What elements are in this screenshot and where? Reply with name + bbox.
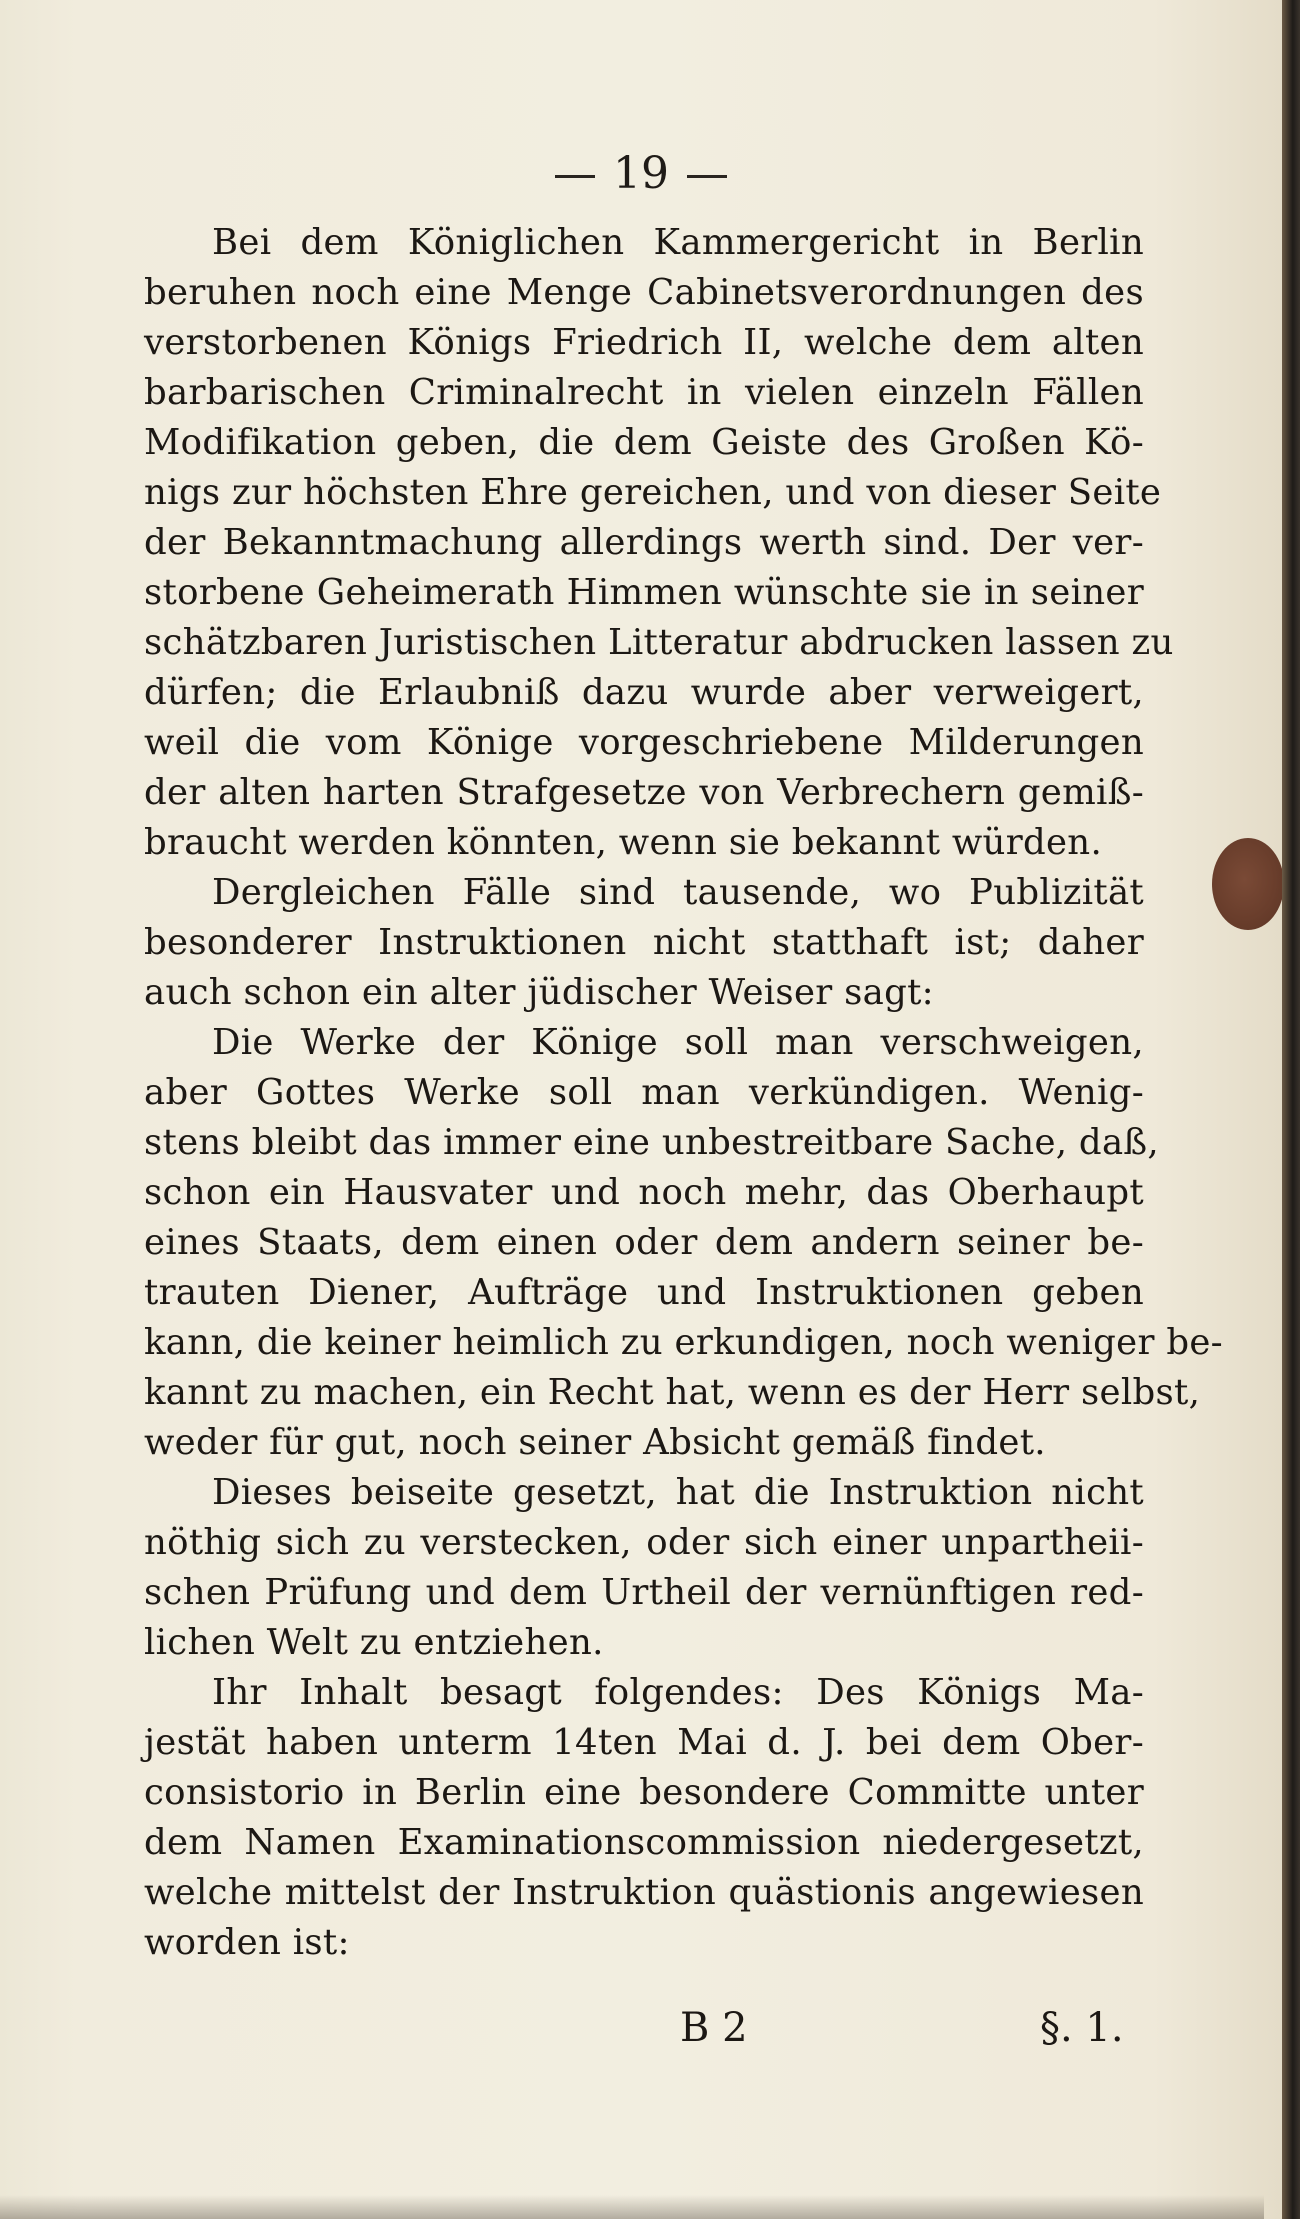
text-line: schen Prüfung und dem Urtheil der vernünftigen red-	[144, 1572, 1144, 1613]
text-line: worden ist:	[144, 1922, 350, 1963]
text-line: Ihr Inhalt besagt folgendes: Des Königs Ma-	[212, 1672, 1144, 1713]
page-footer	[0, 2005, 1282, 2065]
page-number: 19	[613, 148, 669, 199]
text-line: weder für gut, noch seiner Absicht gemäß findet.	[144, 1422, 1046, 1463]
text-line: lichen Welt zu entziehen.	[144, 1622, 604, 1663]
text-line: beruhen noch eine Menge Cabinetsverordnungen des	[144, 272, 1144, 313]
page-header	[0, 148, 1282, 199]
text-line: nöthig sich zu verstecken, oder sich einer unpartheii-	[144, 1522, 1144, 1563]
text-line: eines Staats, dem einen oder dem andern seiner be-	[144, 1222, 1144, 1263]
text-line: der alten harten Strafgesetze von Verbrechern gemiß-	[144, 772, 1144, 813]
text-line: schätzbaren Juristischen Litteratur abdrucken lassen zu	[144, 622, 1174, 663]
text-line: braucht werden könnten, wenn sie bekannt würden.	[144, 822, 1103, 863]
text-line: der Bekanntmachung allerdings werth sind. Der ver-	[144, 522, 1144, 563]
text-line: storbene Geheimerath Himmen wünschte sie in seiner	[144, 572, 1144, 613]
text-line: consistorio in Berlin eine besondere Committe unter	[144, 1772, 1144, 1813]
text-line: weil die vom Könige vorgeschriebene Milderungen	[144, 722, 1144, 763]
text-line: kannt zu machen, ein Recht hat, wenn es der Herr selbst,	[144, 1372, 1201, 1413]
text-line: dürfen; die Erlaubniß dazu wurde aber verweigert,	[144, 672, 1144, 713]
quote-line: Die Werke der Könige soll man verschweigen,	[212, 1022, 1144, 1063]
text-line: nigs zur höchsten Ehre gereichen, und von dieser Seite	[144, 472, 1162, 513]
body-text	[144, 218, 1223, 1968]
text-line: welche mittelst der Instruktion quästionis angewiesen	[144, 1872, 1144, 1913]
text-line: kann, die keiner heimlich zu erkundigen, noch weniger be-	[144, 1322, 1223, 1363]
text-line: verstorbenen Königs Friedrich II, welche dem alten	[144, 322, 1144, 363]
header-rule-left	[555, 175, 595, 178]
text-line: trauten Diener, Aufträge und Instruktionen geben	[144, 1272, 1144, 1313]
signature-mark: B 2	[680, 2005, 748, 2051]
paper-hole	[1212, 838, 1282, 930]
text-line: jestät haben unterm 14ten Mai d. J. bei dem Ober-	[144, 1722, 1144, 1763]
text-line: schon ein Hausvater und noch mehr, das Oberhaupt	[144, 1172, 1144, 1213]
page-shadow	[0, 2195, 1264, 2219]
text-line: auch schon ein alter jüdischer Weiser sagt:	[144, 972, 934, 1013]
text-line: dem Namen Examinationscommission niedergesetzt,	[144, 1822, 1144, 1863]
text-line: aber Gottes Werke soll man verkündigen. Wenig-	[144, 1072, 1144, 1113]
catchword: §. 1.	[1040, 2005, 1124, 2051]
header-rule-right	[687, 175, 727, 178]
book-spine-edge	[1282, 0, 1300, 2219]
text-line: Dergleichen Fälle sind tausende, wo Publizität	[212, 872, 1144, 913]
text-line: stens bleibt das immer eine unbestreitbare Sache, daß,	[144, 1122, 1160, 1163]
text-line: Dieses beiseite gesetzt, hat die Instruktion nicht	[212, 1472, 1144, 1513]
text-line: Modifikation geben, die dem Geiste des Großen Kö-	[144, 422, 1144, 463]
text-line: Bei dem Königlichen Kammergericht in Berlin	[212, 222, 1144, 263]
text-line: barbarischen Criminalrecht in vielen einzeln Fällen	[144, 372, 1144, 413]
text-line: besonderer Instruktionen nicht statthaft ist; daher	[144, 922, 1144, 963]
